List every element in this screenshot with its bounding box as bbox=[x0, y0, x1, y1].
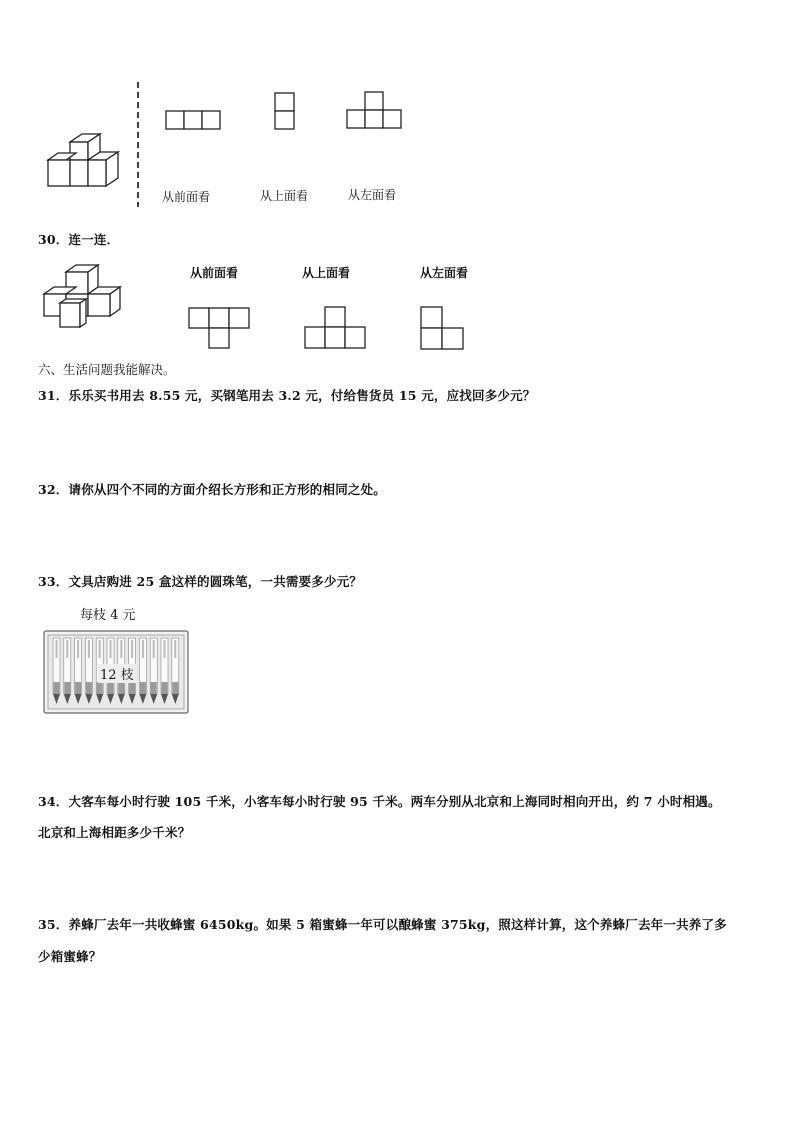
left-view-label: 从左面看 bbox=[348, 188, 397, 202]
top-view-label: 从上面看 bbox=[260, 189, 309, 203]
front-view-label: 从前面看 bbox=[162, 190, 211, 204]
top-view-shape bbox=[274, 92, 296, 130]
q30-top-label: 从上面看 bbox=[302, 266, 351, 280]
front-view-shape bbox=[165, 110, 221, 130]
pen bbox=[139, 638, 146, 704]
q32-text: 32．请你从四个不同的方面介绍长方形和正方形的相同之处。 bbox=[38, 482, 386, 497]
left-view-shape bbox=[346, 91, 402, 129]
q34-line1: 34．大客车每小时行驶 105 千米，小客车每小时行驶 95 千米。两车分别从北京和上海同时相向开出，约 7 小时相遇。 bbox=[38, 794, 721, 809]
q30-text: 30．连一连． bbox=[38, 232, 120, 247]
q35-line2: 少箱蜜蜂？ bbox=[38, 949, 102, 964]
pen bbox=[53, 638, 60, 704]
q30-left-label: 从左面看 bbox=[420, 266, 469, 280]
q34-line2: 北京和上海相距多少千米？ bbox=[38, 825, 191, 840]
q30-front-label: 从前面看 bbox=[190, 266, 239, 280]
price-label: 每枝 4 元 bbox=[80, 608, 136, 623]
q31-text: 31．乐乐买书用去 8.55 元，买钢笔用去 3.2 元，付给售货员 15 元，应找回多少元？ bbox=[38, 388, 536, 403]
q30-view-shape-b bbox=[304, 306, 366, 349]
pen bbox=[172, 638, 179, 704]
pen bbox=[64, 638, 71, 704]
q30-view-shape-a bbox=[188, 307, 250, 349]
q33-text: 33．文具店购进 25 盒这样的圆珠笔，一共需要多少元？ bbox=[38, 574, 363, 589]
q30-view-shape-c bbox=[420, 306, 464, 350]
pen bbox=[85, 638, 92, 704]
q35-line1: 35．养蜂厂去年一共收蜂蜜 6450kg。如果 5 箱蜜蜂一年可以酿蜂蜜 375kg，照这样计算，这个养蜂厂去年一共养了多 bbox=[38, 917, 727, 932]
section-6-title: 六、生活问题我能解决。 bbox=[38, 362, 176, 377]
box-count-label: 12 枝 bbox=[98, 664, 136, 683]
pen bbox=[150, 638, 157, 704]
pen bbox=[75, 638, 82, 704]
q30-cube-figure bbox=[42, 262, 132, 330]
cube-stack-figure bbox=[40, 125, 130, 190]
dashed-divider bbox=[136, 82, 140, 207]
pen bbox=[161, 638, 168, 704]
